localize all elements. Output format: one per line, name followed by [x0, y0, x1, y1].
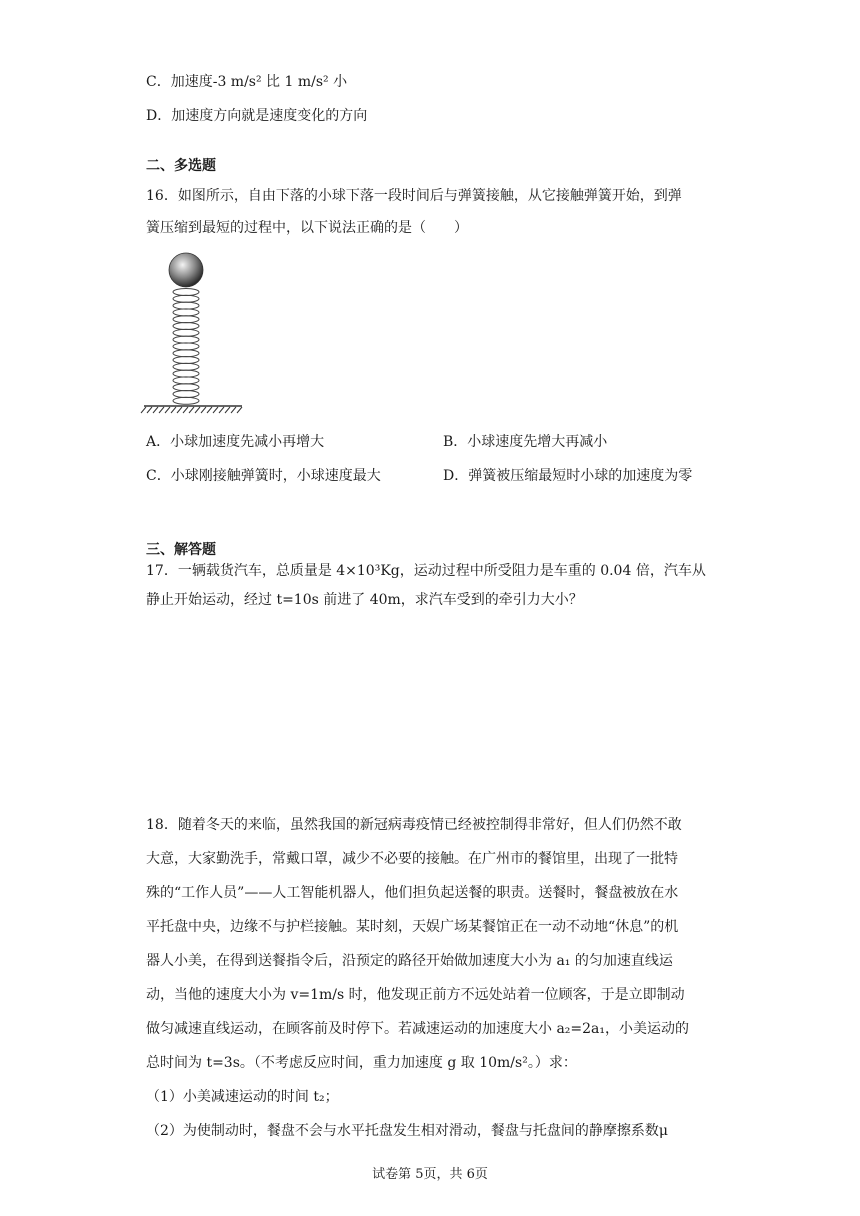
ball — [169, 253, 203, 287]
q18-line7: 做匀减速直线运动，在顾客前及时停下。若减速运动的加速度大小 a₂=2a₁，小美运动的 — [146, 1021, 690, 1037]
spring-coil — [173, 289, 199, 405]
q16-option-d: D．弹簧被压缩最短时小球的加速度为零 — [443, 468, 693, 484]
q18-line8: 总时间为 t=3s。（不考虑反应时间，重力加速度 g 取 10m/s²。）求： — [146, 1055, 577, 1071]
section-title-answer-questions: 三、解答题 — [146, 542, 216, 558]
q16-stem-line2: 簧压缩到最短的过程中，以下说法正确的是（ ） — [146, 220, 468, 236]
q18-line2: 大意，大家勤洗手，常戴口罩，减少不必要的接触。在广州市的餐馆里，出现了一批特 — [146, 851, 678, 867]
ground — [141, 406, 242, 413]
q18-subquestion-1: （1）小美减速运动的时间 t₂； — [146, 1089, 339, 1105]
q17-line1: 17．一辆载货汽车，总质量是 4×10³Kg，运动过程中所受阻力是车重的 0.04 倍，汽车从 — [146, 563, 706, 579]
q18-line4: 平托盘中央，边缘不与护栏接触。某时刻，天娱广场某餐馆正在一动不动地“休息”的机 — [146, 919, 679, 935]
q18-subquestion-2: （2）为使制动时，餐盘不会与水平托盘发生相对滑动，餐盘与托盘间的静摩擦系数μ — [146, 1123, 669, 1139]
q18-line1: 18．随着冬天的来临，虽然我国的新冠病毒疫情已经被控制得非常好，但人们仍然不敢 — [146, 817, 682, 833]
q15-option-d: D．加速度方向就是速度变化的方向 — [146, 108, 368, 124]
q18-line5: 器人小美，在得到送餐指令后，沿预定的路径开始做加速度大小为 a₁ 的匀加速直线运 — [146, 953, 673, 969]
q16-option-b: B．小球速度先增大再减小 — [443, 434, 608, 450]
section-title-multiple-choice: 二、多选题 — [146, 158, 216, 174]
q15-option-c: C．加速度-3 m/s² 比 1 m/s² 小 — [146, 74, 348, 90]
page-footer: 试卷第 5页，共 6页 — [372, 1167, 488, 1182]
q17-line2: 静止开始运动，经过 t=10s 前进了 40m，求汽车受到的牵引力大小？ — [146, 592, 583, 608]
q16-option-a: A．小球加速度先减小再增大 — [146, 434, 325, 450]
spring-ball-figure — [140, 250, 250, 415]
q16-stem-line1: 16．如图所示，自由下落的小球下落一段时间后与弹簧接触，从它接触弹簧开始，到弹 — [146, 188, 682, 204]
q16-option-c: C．小球刚接触弹簧时，小球速度最大 — [146, 468, 381, 484]
q18-line3: 殊的“工作人员”——人工智能机器人，他们担负起送餐的职责。送餐时，餐盘被放在水 — [146, 885, 679, 901]
q18-line6: 动，当他的速度大小为 v=1m/s 时，他发现正前方不远处站着一位顾客，于是立即制动 — [146, 987, 685, 1003]
